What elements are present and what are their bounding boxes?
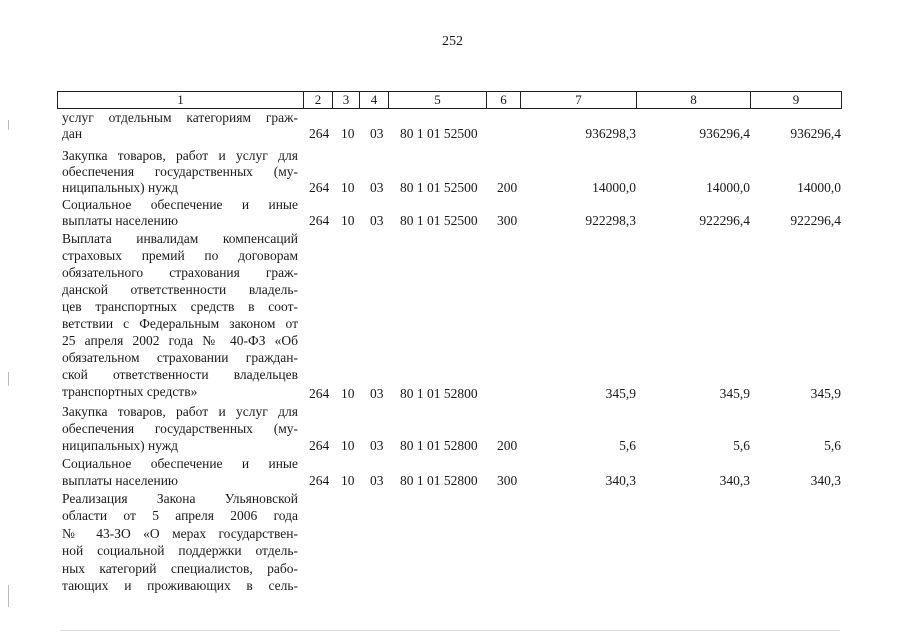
cell-col-2: 264 [309,126,330,141]
cell-col-6: 300 [497,213,518,228]
cell-col-3: 10 [341,126,355,141]
cell-col-7: 345,9 [605,386,636,401]
cell-col-7: 5,6 [619,438,636,453]
desc-line: обязательном страховании граждан- [62,350,298,365]
cell-col-2: 264 [309,473,330,488]
header-col-4: 4 [359,91,389,109]
header-col-7: 7 [520,91,637,109]
page-number: 252 [442,34,463,49]
desc-line: ской ответственности владельцев [62,367,298,382]
cell-col-7: 936298,3 [585,126,636,141]
desc-line: тающих и проживающих в сель- [62,578,298,593]
desc-line: выплаты населению [62,213,179,228]
desc-line: обеспечения государственных (му- [62,164,298,179]
cell-col-4: 03 [370,473,384,488]
cell-col-3: 10 [341,438,355,453]
cell-col-6: 200 [497,438,518,453]
desc-line: дан [62,126,83,141]
scan-mark [8,372,9,386]
cell-col-6: 200 [497,180,518,195]
desc-line: ных категорий специалистов, рабо- [62,561,298,576]
table-row [0,473,905,489]
desc-line: Социальное обеспечение и иные [62,197,298,212]
cell-col-3: 10 [341,473,355,488]
cell-col-5: 80 1 01 52800 [400,386,478,401]
cell-col-4: 03 [370,180,384,195]
cell-col-9: 340,3 [810,473,841,488]
desc-line: цев транспортных средств в соот- [62,299,298,314]
cell-col-5: 80 1 01 52500 [400,126,478,141]
cell-col-3: 10 [341,213,355,228]
cell-col-8: 5,6 [733,438,750,453]
cell-col-5: 80 1 01 52500 [400,180,478,195]
cell-col-7: 14000,0 [592,180,636,195]
cell-col-5: 80 1 01 52800 [400,438,478,453]
desc-line: ниципальных) нужд [62,180,179,195]
cell-col-2: 264 [309,180,330,195]
table-row [0,386,905,402]
cell-col-8: 14000,0 [706,180,750,195]
cell-col-3: 10 [341,180,355,195]
table-row [0,180,905,196]
cell-col-8: 922296,4 [699,213,750,228]
header-col-8: 8 [636,91,751,109]
desc-line: ветствии с Федеральным законом от [62,316,298,331]
cell-col-5: 80 1 01 52500 [400,213,478,228]
desc-line: Закупка товаров, работ и услуг для [62,148,298,163]
desc-line: Социальное обеспечение и иные [62,456,298,471]
cell-col-4: 03 [370,438,384,453]
header-col-9: 9 [750,91,842,109]
desc-line: страховых премий по договорам [62,248,298,263]
desc-line: ниципальных) нужд [62,438,179,453]
desc-line: транспортных средств» [62,384,198,399]
cell-col-2: 264 [309,213,330,228]
header-col-6: 6 [486,91,521,109]
desc-line: Реализация Закона Ульяновской [62,491,298,506]
desc-line: области от 5 апреля 2006 года [62,508,298,523]
cell-col-9: 936296,4 [790,126,841,141]
cell-col-5: 80 1 01 52800 [400,473,478,488]
cell-col-2: 264 [309,386,330,401]
desc-line: услуг отдельным категориям граж- [62,110,298,125]
table-row [0,126,905,142]
desc-line: обязательного страхования граж- [62,265,298,280]
scan-mark [8,120,9,130]
desc-line: 25 апреля 2002 года № 40-ФЗ «Об [62,333,298,348]
cell-col-4: 03 [370,126,384,141]
cell-col-8: 936296,4 [699,126,750,141]
desc-line: № 43-ЗО «О мерах государствен- [62,526,298,541]
desc-line: Закупка товаров, работ и услуг для [62,404,298,419]
cell-col-3: 10 [341,386,355,401]
desc-line: ной социальной поддержки отдель- [62,543,298,558]
scan-mark [8,585,9,607]
desc-line: выплаты населению [62,473,179,488]
cell-col-8: 340,3 [719,473,750,488]
table-row [0,213,905,229]
header-col-5: 5 [388,91,487,109]
cell-col-2: 264 [309,438,330,453]
cell-col-7: 340,3 [605,473,636,488]
cell-col-4: 03 [370,386,384,401]
cell-col-9: 922296,4 [790,213,841,228]
cell-col-9: 14000,0 [797,180,841,195]
desc-line: данской ответственности владель- [62,282,298,297]
cell-col-4: 03 [370,213,384,228]
cell-col-7: 922298,3 [585,213,636,228]
desc-line: Выплата инвалидам компенсаций [62,231,298,246]
cell-col-6: 300 [497,473,518,488]
header-col-3: 3 [332,91,360,109]
scan-mark [60,630,840,631]
cell-col-9: 5,6 [824,438,841,453]
header-col-2: 2 [303,91,333,109]
header-col-1: 1 [57,91,304,109]
cell-col-8: 345,9 [719,386,750,401]
cell-col-9: 345,9 [810,386,841,401]
desc-line: обеспечения государственных (му- [62,421,298,436]
table-row [0,438,905,454]
